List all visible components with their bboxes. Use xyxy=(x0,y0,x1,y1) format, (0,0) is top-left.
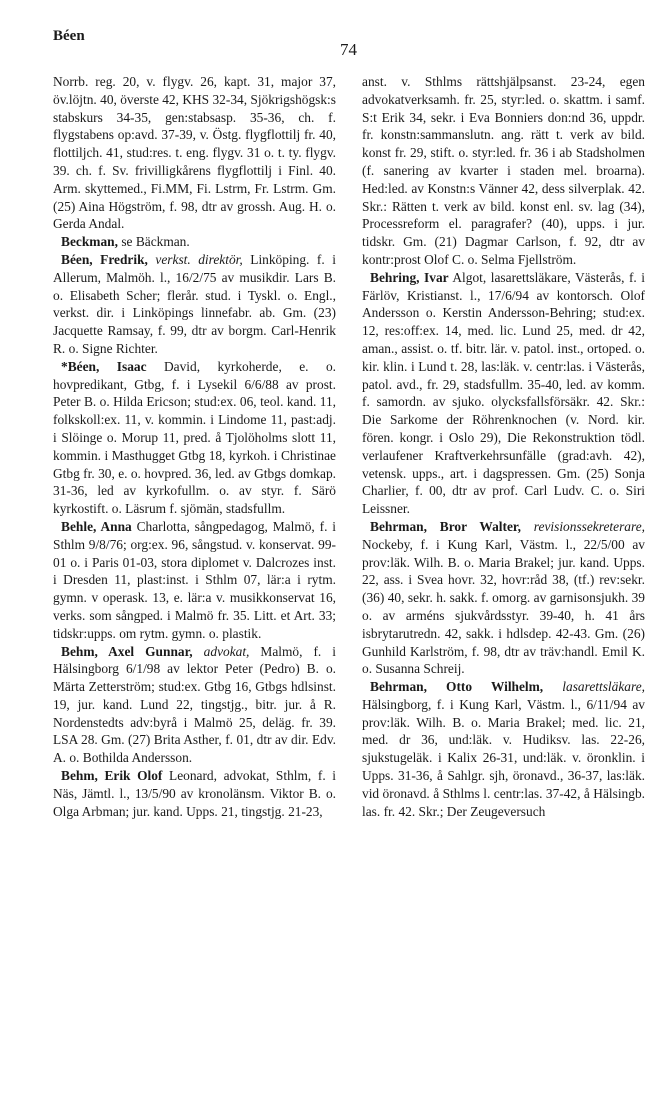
entry-name: *Béen, Isaac xyxy=(61,358,147,374)
entry-body: anst. v. Sthlms rättshjälpsanst. 23-24, egen advokatverksamh. fr. 25, styr:led. o. skattm. i samf. S:t Erik 34, sekr. i Eva Bonniers don:nd 36, uppdr. fr. konstn:sammanslutn. ang. rätt t. verk av bild. konst fr. 29, stift. o. styr:led. fr. 36 i ab Stadsholmen (f. sanering av kvarter i staden mel. broarna). Hed:led. av Konstn:s Vänner 42, dess silverplak. 42. Skr.: Rätten t. verk av bild. konst enl. sv. lag (34), Processreform el. paragrafer? (40), upps. i jur. tidskr. Gm. (21) Dagmar Carlson, f. 92, dtr av kontr:prost Olof C. o. Selma Fjellström. xyxy=(362,74,645,267)
entry-name: Behrman, Bror Walter, xyxy=(370,518,521,534)
entry-role: verkst. direktör, xyxy=(155,251,243,267)
entry-name: Behm, Erik Olof xyxy=(61,768,163,784)
entry-body: Malmö, f. i Hälsingborg 6/1/98 av lektor Peter (Pedro) B. o. Märta Zetterström; stud:ex. Gtbg 16, Gtbgs hdlsinst. 19, jur. kand. Lund 22, tingstjg., bitr. jur. å R. Nordenstedts adv:byrå i Malmö 25, deläg. fr. 39. LSA 28. Gm. (27) Brita Asther, f. 01, dtr av dir. Edv. A. o. Bothilda Andersson. xyxy=(53,643,336,766)
entry-role: revisionssekreterare, xyxy=(533,518,645,534)
entry-body: se Bäckman. xyxy=(121,234,190,250)
entry-body: Nockeby, f. i Kung Karl, Västm. l., 22/5/00 av prov:läk. Wilh. B. o. Maria Brakel; jur. kand. Upps. 22, ass. i Svea hovr. 32, hovr:råd 38, (tf.) rev:sekr. (36) 40, sekr. h. sakk. f. omorg. av garnisonsjukh. 39 o. av arméns sjukvårdsstyr. 39-40, h. 41 års isbrytarutredn. 42, sakk. i hdlsdep. 42-43. Gm. (26) Gunhild Karlström, f. 98, dtr av träv:handl. Emil K. o. Susanna Schreij. xyxy=(362,536,645,677)
biography-entry xyxy=(53,358,336,518)
biography-entry xyxy=(53,518,336,643)
biography-entry xyxy=(362,518,645,678)
entry-name: Behm, Axel Gunnar, xyxy=(61,643,193,659)
biography-entry xyxy=(362,269,645,518)
entry-name: Behrman, Otto Wilhelm, xyxy=(370,679,544,695)
entry-name: Beckman, xyxy=(61,234,118,250)
entry-name: Behring, Ivar xyxy=(370,269,449,285)
biography-entry xyxy=(53,643,336,768)
entry-name: Béen, Fredrik, xyxy=(61,251,148,267)
entry-name: Behle, Anna xyxy=(61,518,132,534)
right-column xyxy=(362,73,645,820)
entry-role: advokat, xyxy=(203,643,250,659)
entry-body: Leonard, advokat, Sthlm, f. i Näs, Jämtl. l., 13/5/90 av kronolänsm. Viktor B. o. Olga Arbman; jur. kand. Upps. 21, tingstjg. 21-23, xyxy=(53,768,336,819)
entry-body: Norrb. reg. 20, v. flygv. 26, kapt. 31, major 37, öv.löjtn. 40, överste 42, KHS 32-34, Sjökrigshögsk:s stabskurs 34-35, gen:stabsasp. 35-36, ch. f. flygstabens op:avd. 37-39, v. Östg. flygflottilj fr. 40, flottiljch. 41, stud:res. t. eng. flygv. 31 o. t. ty. flygv. 39. ch. f. Sv. frivilligkårens flygflottilj i Finl. 40. Arm. skyttemed., Fi.MM, Fi. Lstrm, Fr. Lstrm. Gm. (25) Aina Högström, f. 98, dtr av grossh. Aug. H. o. Gerda Andal. xyxy=(53,74,336,232)
entry-body: Charlotta, sångpedagog, Malmö, f. i Sthlm 9/8/76; org:ex. 96, sångstud. v. konservat. 99-01 o. i Paris 01-03, stora diplomet v. Dalcrozes inst. i Dresden 11, plast:inst. i Sthlm 07, lär:a i rytm. gymn. v operask. 13, e. lär:a v. musikkonservat 16, verks. som sångped. i Malmö fr. 35. Litt. et Art. 33; tidskr:upps. om rytm. gymn. o. plastik. xyxy=(53,518,336,641)
entry-role: lasarettsläkare, xyxy=(562,679,645,695)
running-head: Béen xyxy=(53,28,85,44)
entry-body: Algot, lasarettsläkare, Västerås, f. i Färlöv, Kristianst. l., 17/6/94 av kontorsch. Olof Andersson o. Kerstin Andersson-Behring; stud:ex. 12, res:off:ex. 14, med. lic. Lund 25, med. dr 42, aman., assist. o. tf. bitr. lär. v. patol. inst., ortoped. o. kir. klin. i Lund t. 28, las:läk. v. centr:las. i Västerås, patol. avd., fr. 29, stadsfullm. 35-40, led. av komm. f. samordn. av sjuko. olycksfallsförsäkr. 42. Skr.: Die Sarkome der Röhrenknochen (v. Nord. kir. fören. kongr. i Oslo 29), Die Rekonstruktion tödl. verlaufener Kraftverkehrsunfälle (grad:avh. 42), vetensk. upps., art. i dagspressen. Gm. (25) Sonja Charlier, f. 00, dtr av prof. Carl Ludv. C. o. Siri Leissner. xyxy=(362,269,646,517)
biography-entry xyxy=(53,251,336,358)
entry-body: Linköping. f. i Allerum, Malmöh. l., 16/2/75 av musikdir. Lars B. o. Elisabeth Scher; flerår. stud. i Tyskl. o. Engl., verkst. dir. i Linköpings linnefabr. ab. Gm. (23) Jacquette Ramsay, f. 99, dtr av borgm. Carl-Henrik R. o. Signe Richter. xyxy=(53,251,336,356)
entry-continuation xyxy=(53,73,336,233)
page-number: 74 xyxy=(340,40,357,59)
biography-entry xyxy=(362,678,645,820)
entry-body: David, kyrkoherde, e. o. hovpredikant, Gtbg, f. i Lysekil 6/6/88 av prost. Peter B. o. Hilda Ericson; stud:ex. 06, teol. kand. 11, folkskoll:ex. 11, v. kommin. i Lindome 11, past:adj. i Slöinge o. Morup 11, pred. å Tjolöholms slott 11, kommin. i Masthugget Gtbg 18, kyrkoh. i Christinae Gtbg fr. 30, e. o. hovpred. 36, led. av Gtbgs domkap. 31-36, led av kyrkofullm. o. av styr. f. Särö kyrkostift. o. Läsrum f. sjömän, stadsfullm. xyxy=(53,358,336,517)
biography-entry xyxy=(53,233,336,251)
entry-continuation xyxy=(362,73,645,269)
biography-entry xyxy=(53,767,336,820)
left-column xyxy=(53,73,336,820)
entry-body: Hälsingborg, f. i Kung Karl, Västm. l., 6/11/94 av prov:läk. Wilh. B. o. Maria Brakel; med. lic. 21, med. dr 36, und:läk. v. Hudiksv. las. 22-26, sjukstugeläk. i Kalix 26-31, und:läk. v. öronklin. i Upps. 31-36, å Sahlgr. sjh, öronavd., 36-37, las:läk. vid öronavd. å Sthlms l. centr:las. 37-42, å Hälsingb. las. fr. 42. Skr.; Der Zeugeversuch xyxy=(362,696,645,819)
